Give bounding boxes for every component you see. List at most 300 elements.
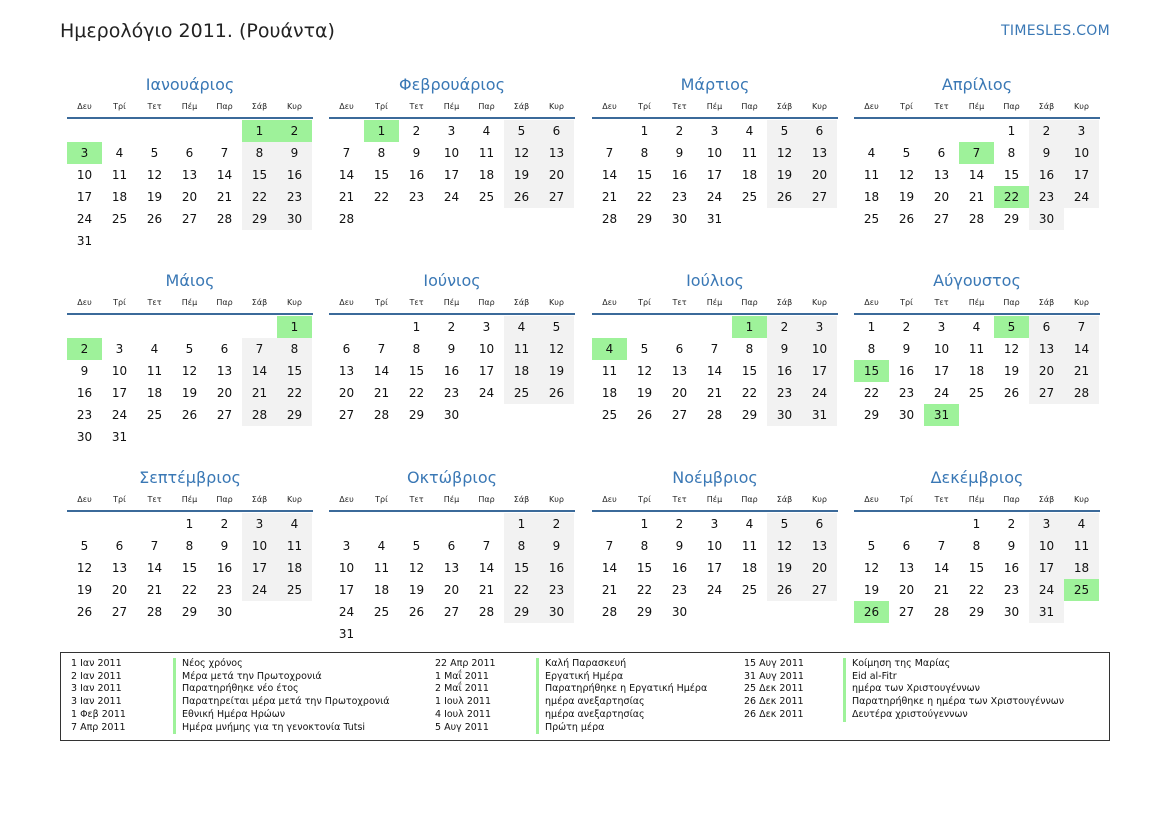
site-link[interactable]: TIMESLES.COM [1001,23,1110,39]
day-cell[interactable]: 12 [408,561,425,575]
day-cell[interactable]: 7 [242,338,277,360]
day-cell[interactable]: 18 [863,190,880,204]
day-cell[interactable]: 16 [1029,164,1064,186]
day-cell[interactable]: 17 [1029,557,1064,579]
day-cell[interactable]: 16 [443,364,460,378]
day-cell[interactable]: 21 [478,583,495,597]
day-cell[interactable]: 9 [539,535,574,557]
day-cell[interactable]: 1 [640,517,649,531]
day-cell[interactable]: 25 [146,408,163,422]
day-cell[interactable]: 11 [146,364,163,378]
day-cell[interactable]: 4 [482,124,491,138]
day-cell[interactable]: 3 [447,124,456,138]
day-cell[interactable]: 4 [972,320,981,334]
day-cell[interactable]: 4 [504,316,539,338]
day-cell[interactable]: 26 [539,382,574,404]
day-cell[interactable]: 7 [342,146,351,160]
day-cell[interactable]: 2 [220,517,229,531]
day-cell[interactable]: 27 [802,579,837,601]
day-cell[interactable]: 19 [146,190,163,204]
holiday-day-cell[interactable]: 4 [592,338,627,360]
day-cell[interactable]: 25 [277,579,312,601]
day-cell[interactable]: 26 [181,408,198,422]
day-cell[interactable]: 26 [898,212,915,226]
day-cell[interactable]: 7 [220,146,229,160]
day-cell[interactable]: 27 [671,408,688,422]
day-cell[interactable]: 5 [902,146,911,160]
day-cell[interactable]: 17 [242,557,277,579]
day-cell[interactable]: 16 [1003,561,1020,575]
day-cell[interactable]: 11 [111,168,128,182]
day-cell[interactable]: 24 [338,605,355,619]
day-cell[interactable]: 16 [671,168,688,182]
day-cell[interactable]: 6 [447,539,456,553]
day-cell[interactable]: 28 [968,212,985,226]
day-cell[interactable]: 22 [504,579,539,601]
day-cell[interactable]: 12 [76,561,93,575]
day-cell[interactable]: 27 [443,605,460,619]
day-cell[interactable]: 17 [706,561,723,575]
day-cell[interactable]: 13 [111,561,128,575]
day-cell[interactable]: 25 [741,583,758,597]
day-cell[interactable]: 2 [539,513,574,535]
day-cell[interactable]: 14 [216,168,233,182]
day-cell[interactable]: 6 [802,513,837,535]
day-cell[interactable]: 22 [636,190,653,204]
day-cell[interactable]: 23 [539,579,574,601]
day-cell[interactable]: 2 [675,124,684,138]
day-cell[interactable]: 29 [277,404,312,426]
day-cell[interactable]: 14 [706,364,723,378]
day-cell[interactable]: 24 [242,579,277,601]
day-cell[interactable]: 26 [1003,386,1020,400]
day-cell[interactable]: 8 [640,146,649,160]
day-cell[interactable]: 2 [447,320,456,334]
day-cell[interactable]: 5 [640,342,649,356]
day-cell[interactable]: 17 [338,583,355,597]
day-cell[interactable]: 16 [539,557,574,579]
day-cell[interactable]: 18 [111,190,128,204]
day-cell[interactable]: 11 [741,539,758,553]
day-cell[interactable]: 11 [741,146,758,160]
day-cell[interactable]: 27 [933,212,950,226]
day-cell[interactable]: 14 [968,168,985,182]
day-cell[interactable]: 23 [76,408,93,422]
day-cell[interactable]: 30 [216,605,233,619]
day-cell[interactable]: 16 [767,360,802,382]
day-cell[interactable]: 15 [242,164,277,186]
holiday-day-cell[interactable]: 5 [994,316,1029,338]
day-cell[interactable]: 10 [1064,142,1099,164]
day-cell[interactable]: 30 [76,430,93,444]
day-cell[interactable]: 11 [1064,535,1099,557]
day-cell[interactable]: 8 [504,535,539,557]
day-cell[interactable]: 20 [443,583,460,597]
day-cell[interactable]: 26 [636,408,653,422]
day-cell[interactable]: 9 [1029,142,1064,164]
day-cell[interactable]: 25 [478,190,495,204]
day-cell[interactable]: 9 [675,146,684,160]
day-cell[interactable]: 4 [277,513,312,535]
day-cell[interactable]: 3 [342,539,351,553]
day-cell[interactable]: 30 [1003,605,1020,619]
day-cell[interactable]: 29 [181,605,198,619]
day-cell[interactable]: 31 [802,404,837,426]
day-cell[interactable]: 3 [242,513,277,535]
day-cell[interactable]: 18 [504,360,539,382]
day-cell[interactable]: 6 [115,539,124,553]
day-cell[interactable]: 28 [601,605,618,619]
day-cell[interactable]: 3 [482,320,491,334]
day-cell[interactable]: 2 [1007,517,1016,531]
day-cell[interactable]: 10 [76,168,93,182]
day-cell[interactable]: 16 [671,561,688,575]
holiday-day-cell[interactable]: 15 [854,360,889,382]
day-cell[interactable]: 10 [933,342,950,356]
day-cell[interactable]: 19 [76,583,93,597]
day-cell[interactable]: 10 [443,146,460,160]
day-cell[interactable]: 22 [277,382,312,404]
day-cell[interactable]: 8 [412,342,421,356]
day-cell[interactable]: 13 [216,364,233,378]
day-cell[interactable]: 18 [373,583,390,597]
day-cell[interactable]: 28 [933,605,950,619]
day-cell[interactable]: 5 [504,120,539,142]
day-cell[interactable]: 21 [1064,360,1099,382]
day-cell[interactable]: 20 [539,164,574,186]
day-cell[interactable]: 6 [220,342,229,356]
day-cell[interactable]: 7 [1064,316,1099,338]
day-cell[interactable]: 13 [933,168,950,182]
day-cell[interactable]: 27 [1029,382,1064,404]
day-cell[interactable]: 26 [504,186,539,208]
day-cell[interactable]: 12 [1003,342,1020,356]
day-cell[interactable]: 9 [767,338,802,360]
day-cell[interactable]: 24 [111,408,128,422]
holiday-day-cell[interactable]: 1 [732,316,767,338]
day-cell[interactable]: 17 [1064,164,1099,186]
day-cell[interactable]: 8 [640,539,649,553]
day-cell[interactable]: 17 [111,386,128,400]
day-cell[interactable]: 24 [802,382,837,404]
day-cell[interactable]: 28 [1064,382,1099,404]
day-cell[interactable]: 13 [802,142,837,164]
day-cell[interactable]: 3 [937,320,946,334]
day-cell[interactable]: 10 [802,338,837,360]
day-cell[interactable]: 2 [902,320,911,334]
day-cell[interactable]: 24 [76,212,93,226]
day-cell[interactable]: 9 [220,539,229,553]
day-cell[interactable]: 15 [741,364,758,378]
day-cell[interactable]: 28 [338,212,355,226]
day-cell[interactable]: 14 [1064,338,1099,360]
day-cell[interactable]: 15 [968,561,985,575]
day-cell[interactable]: 30 [443,408,460,422]
day-cell[interactable]: 21 [601,583,618,597]
day-cell[interactable]: 19 [539,360,574,382]
day-cell[interactable]: 21 [216,190,233,204]
holiday-day-cell[interactable]: 2 [67,338,102,360]
day-cell[interactable]: 13 [338,364,355,378]
day-cell[interactable]: 4 [745,124,754,138]
day-cell[interactable]: 29 [1003,212,1020,226]
day-cell[interactable]: 21 [242,382,277,404]
day-cell[interactable]: 8 [972,539,981,553]
day-cell[interactable]: 4 [1064,513,1099,535]
day-cell[interactable]: 4 [150,342,159,356]
day-cell[interactable]: 23 [671,583,688,597]
day-cell[interactable]: 30 [539,601,574,623]
day-cell[interactable]: 13 [539,142,574,164]
day-cell[interactable]: 29 [636,212,653,226]
day-cell[interactable]: 18 [478,168,495,182]
day-cell[interactable]: 1 [504,513,539,535]
day-cell[interactable]: 26 [408,605,425,619]
day-cell[interactable]: 12 [636,364,653,378]
day-cell[interactable]: 6 [902,539,911,553]
day-cell[interactable]: 23 [443,386,460,400]
day-cell[interactable]: 8 [1007,146,1016,160]
day-cell[interactable]: 6 [185,146,194,160]
day-cell[interactable]: 4 [745,517,754,531]
day-cell[interactable]: 29 [504,601,539,623]
day-cell[interactable]: 13 [1029,338,1064,360]
holiday-day-cell[interactable]: 25 [1064,579,1099,601]
day-cell[interactable]: 3 [710,517,719,531]
day-cell[interactable]: 11 [601,364,618,378]
day-cell[interactable]: 12 [767,535,802,557]
day-cell[interactable]: 28 [216,212,233,226]
day-cell[interactable]: 14 [146,561,163,575]
day-cell[interactable]: 10 [111,364,128,378]
day-cell[interactable]: 18 [601,386,618,400]
day-cell[interactable]: 11 [478,146,495,160]
day-cell[interactable]: 16 [216,561,233,575]
day-cell[interactable]: 12 [504,142,539,164]
day-cell[interactable]: 15 [181,561,198,575]
day-cell[interactable]: 15 [277,360,312,382]
day-cell[interactable]: 13 [671,364,688,378]
day-cell[interactable]: 10 [706,146,723,160]
day-cell[interactable]: 3 [710,124,719,138]
day-cell[interactable]: 22 [242,186,277,208]
day-cell[interactable]: 5 [539,316,574,338]
day-cell[interactable]: 6 [1029,316,1064,338]
day-cell[interactable]: 8 [745,342,754,356]
day-cell[interactable]: 29 [242,208,277,230]
day-cell[interactable]: 23 [671,190,688,204]
day-cell[interactable]: 26 [76,605,93,619]
day-cell[interactable]: 20 [1029,360,1064,382]
day-cell[interactable]: 31 [111,430,128,444]
day-cell[interactable]: 11 [373,561,390,575]
day-cell[interactable]: 5 [412,539,421,553]
day-cell[interactable]: 23 [1029,186,1064,208]
day-cell[interactable]: 30 [1029,208,1064,230]
holiday-day-cell[interactable]: 2 [277,120,312,142]
day-cell[interactable]: 29 [408,408,425,422]
day-cell[interactable]: 10 [338,561,355,575]
day-cell[interactable]: 3 [1029,513,1064,535]
day-cell[interactable]: 16 [898,364,915,378]
day-cell[interactable]: 20 [181,190,198,204]
day-cell[interactable]: 20 [671,386,688,400]
day-cell[interactable]: 2 [1029,120,1064,142]
day-cell[interactable]: 2 [767,316,802,338]
day-cell[interactable]: 29 [636,605,653,619]
day-cell[interactable]: 30 [277,208,312,230]
day-cell[interactable]: 11 [504,338,539,360]
day-cell[interactable]: 19 [767,557,802,579]
day-cell[interactable]: 13 [443,561,460,575]
day-cell[interactable]: 8 [242,142,277,164]
holiday-day-cell[interactable]: 26 [854,601,889,623]
day-cell[interactable]: 18 [277,557,312,579]
holiday-day-cell[interactable]: 1 [242,120,277,142]
day-cell[interactable]: 5 [767,513,802,535]
day-cell[interactable]: 4 [115,146,124,160]
day-cell[interactable]: 26 [767,579,802,601]
day-cell[interactable]: 13 [802,535,837,557]
day-cell[interactable]: 16 [408,168,425,182]
day-cell[interactable]: 21 [373,386,390,400]
day-cell[interactable]: 25 [741,190,758,204]
day-cell[interactable]: 14 [373,364,390,378]
day-cell[interactable]: 23 [898,386,915,400]
day-cell[interactable]: 29 [863,408,880,422]
day-cell[interactable]: 15 [373,168,390,182]
day-cell[interactable]: 14 [242,360,277,382]
holiday-day-cell[interactable]: 22 [994,186,1029,208]
day-cell[interactable]: 31 [706,212,723,226]
day-cell[interactable]: 20 [338,386,355,400]
day-cell[interactable]: 15 [504,557,539,579]
day-cell[interactable]: 8 [867,342,876,356]
day-cell[interactable]: 6 [342,342,351,356]
day-cell[interactable]: 20 [898,583,915,597]
day-cell[interactable]: 23 [216,583,233,597]
day-cell[interactable]: 5 [767,120,802,142]
day-cell[interactable]: 1 [185,517,194,531]
day-cell[interactable]: 24 [933,386,950,400]
day-cell[interactable]: 13 [181,168,198,182]
day-cell[interactable]: 31 [76,234,93,248]
day-cell[interactable]: 18 [1064,557,1099,579]
day-cell[interactable]: 14 [601,561,618,575]
day-cell[interactable]: 6 [539,120,574,142]
day-cell[interactable]: 4 [377,539,386,553]
day-cell[interactable]: 17 [933,364,950,378]
day-cell[interactable]: 9 [1007,539,1016,553]
day-cell[interactable]: 16 [76,386,93,400]
day-cell[interactable]: 25 [863,212,880,226]
day-cell[interactable]: 27 [802,186,837,208]
holiday-day-cell[interactable]: 1 [364,120,399,142]
day-cell[interactable]: 7 [937,539,946,553]
day-cell[interactable]: 31 [338,627,355,641]
day-cell[interactable]: 27 [898,605,915,619]
day-cell[interactable]: 22 [373,190,390,204]
day-cell[interactable]: 13 [898,561,915,575]
day-cell[interactable]: 23 [1003,583,1020,597]
day-cell[interactable]: 25 [601,408,618,422]
day-cell[interactable]: 10 [242,535,277,557]
day-cell[interactable]: 1 [1007,124,1016,138]
day-cell[interactable]: 21 [968,190,985,204]
day-cell[interactable]: 9 [447,342,456,356]
day-cell[interactable]: 10 [1029,535,1064,557]
day-cell[interactable]: 6 [675,342,684,356]
day-cell[interactable]: 14 [338,168,355,182]
day-cell[interactable]: 25 [111,212,128,226]
day-cell[interactable]: 24 [1029,579,1064,601]
day-cell[interactable]: 19 [636,386,653,400]
day-cell[interactable]: 22 [741,386,758,400]
day-cell[interactable]: 30 [671,605,688,619]
day-cell[interactable]: 3 [115,342,124,356]
day-cell[interactable]: 14 [478,561,495,575]
day-cell[interactable]: 23 [277,186,312,208]
holiday-day-cell[interactable]: 3 [67,142,102,164]
day-cell[interactable]: 1 [412,320,421,334]
day-cell[interactable]: 2 [412,124,421,138]
day-cell[interactable]: 7 [605,539,614,553]
day-cell[interactable]: 11 [277,535,312,557]
day-cell[interactable]: 11 [863,168,880,182]
day-cell[interactable]: 19 [863,583,880,597]
day-cell[interactable]: 24 [706,190,723,204]
day-cell[interactable]: 7 [710,342,719,356]
day-cell[interactable]: 18 [968,364,985,378]
day-cell[interactable]: 15 [1003,168,1020,182]
day-cell[interactable]: 19 [504,164,539,186]
day-cell[interactable]: 20 [933,190,950,204]
day-cell[interactable]: 5 [185,342,194,356]
day-cell[interactable]: 17 [478,364,495,378]
day-cell[interactable]: 18 [741,561,758,575]
day-cell[interactable]: 20 [802,557,837,579]
day-cell[interactable]: 24 [478,386,495,400]
day-cell[interactable]: 1 [640,124,649,138]
day-cell[interactable]: 26 [767,186,802,208]
day-cell[interactable]: 30 [671,212,688,226]
day-cell[interactable]: 12 [146,168,163,182]
day-cell[interactable]: 20 [111,583,128,597]
day-cell[interactable]: 7 [605,146,614,160]
day-cell[interactable]: 22 [968,583,985,597]
day-cell[interactable]: 4 [867,146,876,160]
day-cell[interactable]: 30 [898,408,915,422]
day-cell[interactable]: 31 [1029,601,1064,623]
day-cell[interactable]: 28 [242,404,277,426]
day-cell[interactable]: 26 [146,212,163,226]
day-cell[interactable]: 9 [80,364,89,378]
day-cell[interactable]: 15 [408,364,425,378]
day-cell[interactable]: 7 [482,539,491,553]
day-cell[interactable]: 3 [1064,120,1099,142]
day-cell[interactable]: 19 [898,190,915,204]
day-cell[interactable]: 14 [933,561,950,575]
day-cell[interactable]: 8 [377,146,386,160]
day-cell[interactable]: 25 [968,386,985,400]
day-cell[interactable]: 12 [767,142,802,164]
day-cell[interactable]: 24 [443,190,460,204]
day-cell[interactable]: 21 [601,190,618,204]
day-cell[interactable]: 28 [373,408,390,422]
day-cell[interactable]: 12 [863,561,880,575]
day-cell[interactable]: 20 [216,386,233,400]
day-cell[interactable]: 6 [937,146,946,160]
